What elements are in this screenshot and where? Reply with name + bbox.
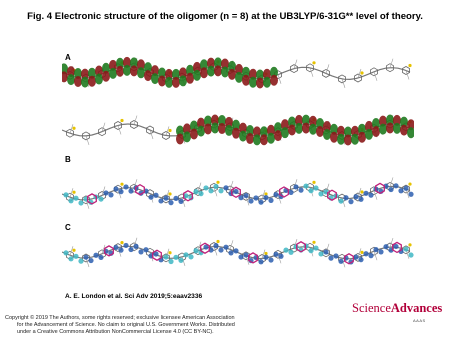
- panel-label-b: B: [65, 155, 71, 164]
- panel-a-homo-orbital: [62, 57, 412, 89]
- molecular-structure-figure: [62, 52, 414, 277]
- copyright-line-3: under a Creative Commons Attribution NonCommercial License 4.0 (CC BY-NC).: [17, 328, 214, 335]
- copyright-notice: [5, 315, 235, 335]
- science-advances-logo[interactable]: [352, 301, 442, 316]
- copyright-line-2: for the Advancement of Science. No claim to original U.S. Government Works. Distributed: [17, 321, 235, 328]
- citation-credit: A. E. London et al. Sci Adv 2019;5:eaav2336: [65, 293, 203, 300]
- panel-c-spin-density: [62, 238, 414, 268]
- figure-title: Fig. 4 Electronic structure of the oligomer (n = 8) at the UB3LYP/6-31G** level of theory.: [27, 11, 423, 22]
- copyright-line-1: Copyright © 2019 The Authors, some rights reserved; exclusive licensee American Association: [5, 315, 235, 321]
- panel-b-spin-density: [62, 177, 414, 208]
- panel-label-c: C: [65, 223, 71, 232]
- logo-science: Science: [352, 301, 391, 315]
- logo-advances: Advances: [390, 301, 443, 315]
- panel-a-lumo-orbital: [62, 115, 414, 146]
- aaas-logo: AAAS: [413, 318, 426, 323]
- panel-label-a: A: [65, 53, 71, 62]
